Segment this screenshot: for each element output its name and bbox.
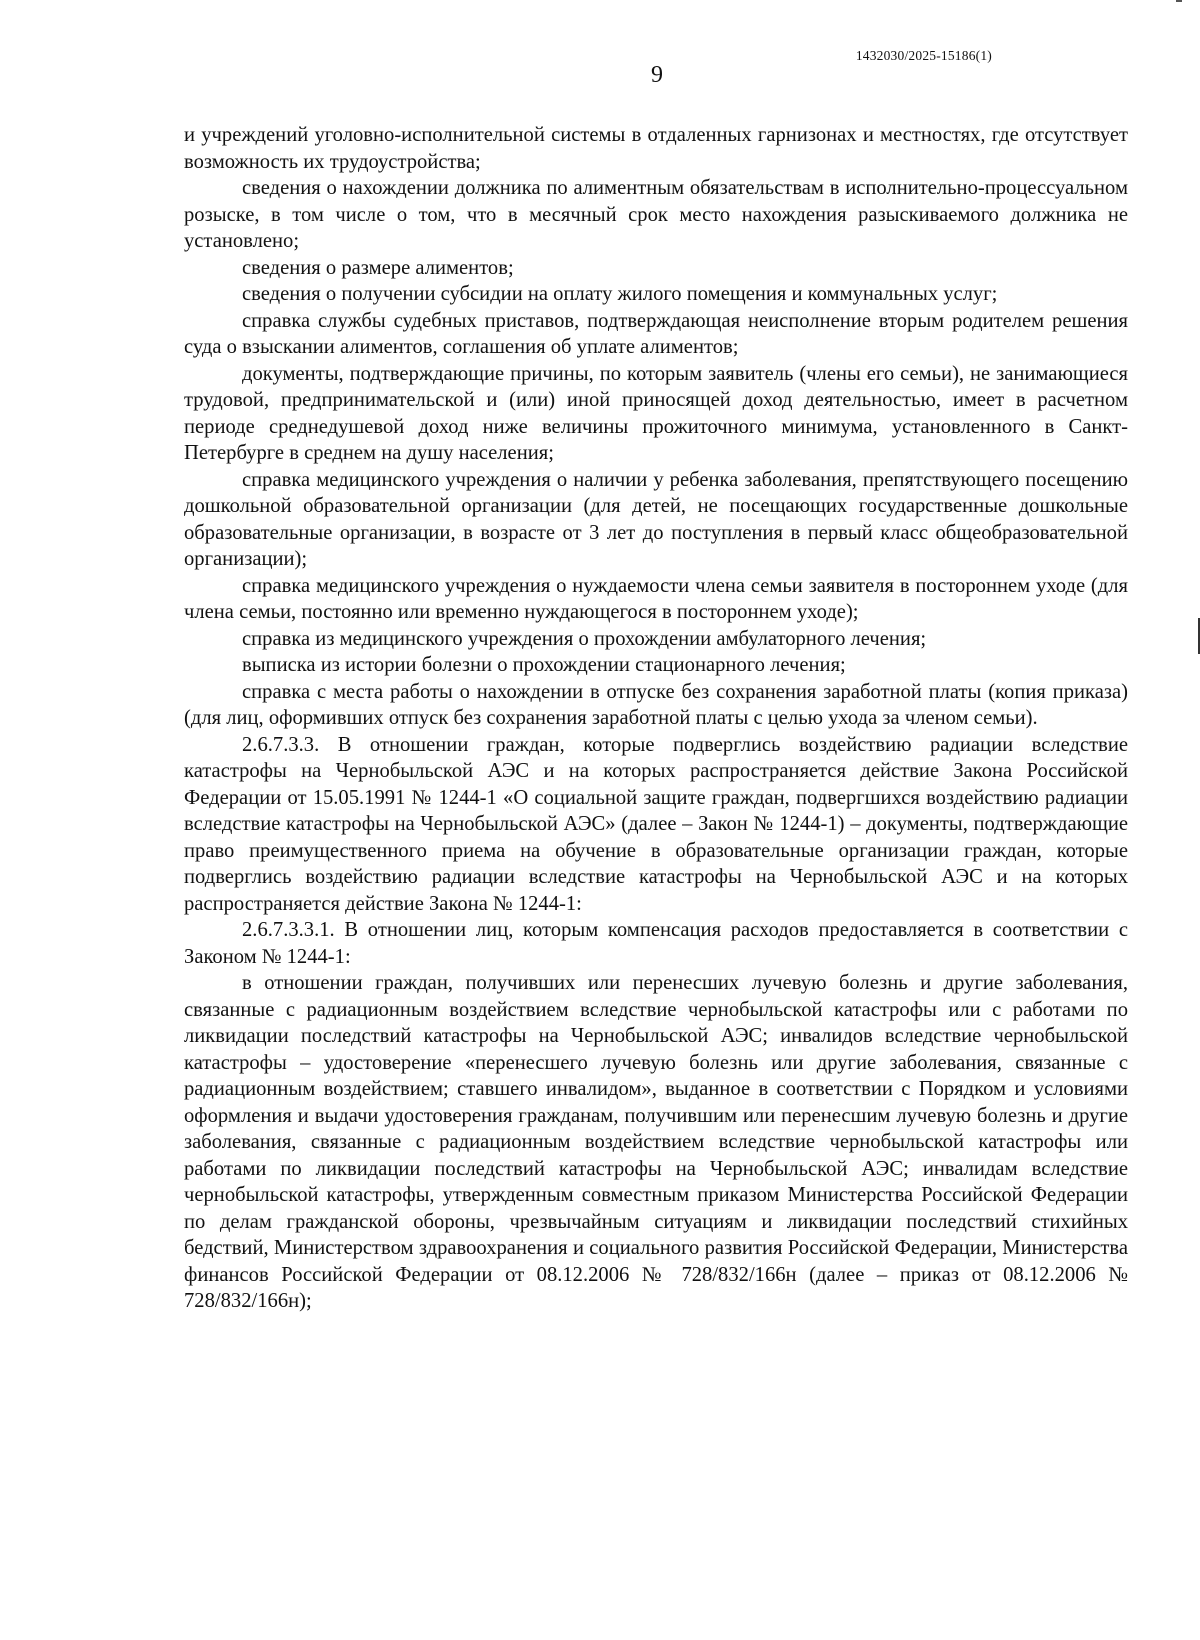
paragraph: справка службы судебных приставов, подтверждающая неисполнение вторым родителем решения суда о взыскании алиментов, соглашения об уплате алиментов;: [184, 309, 1128, 358]
paragraph: справка с места работы о нахождении в отпуске без сохранения заработной платы (копия приказа) (для лиц, оформивших отпуск без сохранения заработной платы с целью ухода за членом семьи).: [184, 680, 1128, 729]
paragraph: и учреждений уголовно-исполнительной системы в отдаленных гарнизонах и местностях, где отсутствует возможность их трудоустройства;: [184, 124, 1128, 173]
scan-corner-mark: [1176, 0, 1182, 2]
paragraph: документы, подтверждающие причины, по которым заявитель (члены его семьи), не занимающиеся трудовой, предпринимательской и (или) иной приносящей доход деятельностью, имеет в расчетном периоде среднедушевой доход ниже величины прожиточного минимума, установленного в Санкт-Петербурге в среднем на душу населения;: [184, 362, 1128, 464]
paragraph: справка из медицинского учреждения о прохождении амбулаторного лечения;: [242, 627, 927, 650]
paragraph: сведения о размере алиментов;: [242, 256, 514, 279]
paragraph: выписка из истории болезни о прохождении стационарного лечения;: [242, 654, 846, 676]
paragraph: в отношении граждан, получивших или перенесших лучевую болезнь и другие заболевания, связанные с радиационным воздействием вследствие чернобыльской катастрофы или с работами по ликвидации последствий катастрофы на Чернобыльской АЭС; инвалидов вследствие чернобыльской катастрофы – удостоверение «перенесшего лучевую болезнь или другие заболевания, связанные с радиационным воздействием; ставшего инвалидом», выданное в соответствии с Порядком и условиями оформления и выдачи удостоверения гражданам, получившим или перенесшим лучевую болезнь и другие заболевания, связанные с радиационным воздействием вследствие чернобыльской катастрофы или работами по ликвидации последствий катастрофы на Чернобыльской АЭС; инвалидам вследствие чернобыльской катастрофы, утвержденным совместным приказом Министерства Российской Федерации по делам гражданской обороны, чрезвычайным ситуациям и ликвидации последствий стихийных бедствий, Министерством здравоохранения и социального развития Российской Федерации, Министерства финансов Российской Федерации от 08.12.2006 № 728/832/166н (далее – приказ от 08.12.2006 № 728/832/166н);: [184, 972, 1128, 1312]
paragraph: сведения о получении субсидии на оплату жилого помещения и коммунальных услуг;: [242, 283, 998, 305]
document-body: [184, 122, 1128, 1315]
section-2-6-7-3-3: 2.6.7.3.3. В отношении граждан, которые подверглись воздействию радиации вследствие катастрофы на Чернобыльской АЭС и на которых распространяется действие Закона Российской Федерации от 15.05.1991 № 1244-1 «О социальной защите граждан, подвергшихся воздействию радиации вследствие катастрофы на Чернобыльской АЭС» (далее – Закон № 1244-1) – документы, подтверждающие право преимущественного приема на обучение в образовательные организации граждан, которые подверглись воздействию радиации вследствие катастрофы на Чернобыльской АЭС и на которых распространяется действие Закона № 1244-1:: [184, 733, 1128, 915]
paragraph: справка медицинского учреждения о нуждаемости члена семьи заявителя в постороннем уходе (для члена семьи, постоянно или временно нуждающегося в постороннем уходе);: [184, 574, 1128, 623]
paragraph: сведения о нахождении должника по алиментным обязательствам в исполнительно-процессуальном розыске, в том числе о том, что в месячный срок место нахождения разыскиваемого должника не установлено;: [184, 177, 1128, 252]
document-registration-number: 1432030/2025-15186(1): [855, 48, 992, 63]
page-number: 9: [651, 62, 663, 88]
paragraph: справка медицинского учреждения о наличии у ребенка заболевания, препятствующего посещению дошкольной образовательной организации (для детей, не посещающих государственные дошкольные образовательные организации, в возрасте от 3 лет до поступления в первый класс общеобразовательной организации);: [184, 468, 1128, 570]
section-2-6-7-3-3-1: 2.6.7.3.3.1. В отношении лиц, которым компенсация расходов предоставляется в соответствии с Законом № 1244-1:: [184, 919, 1128, 968]
